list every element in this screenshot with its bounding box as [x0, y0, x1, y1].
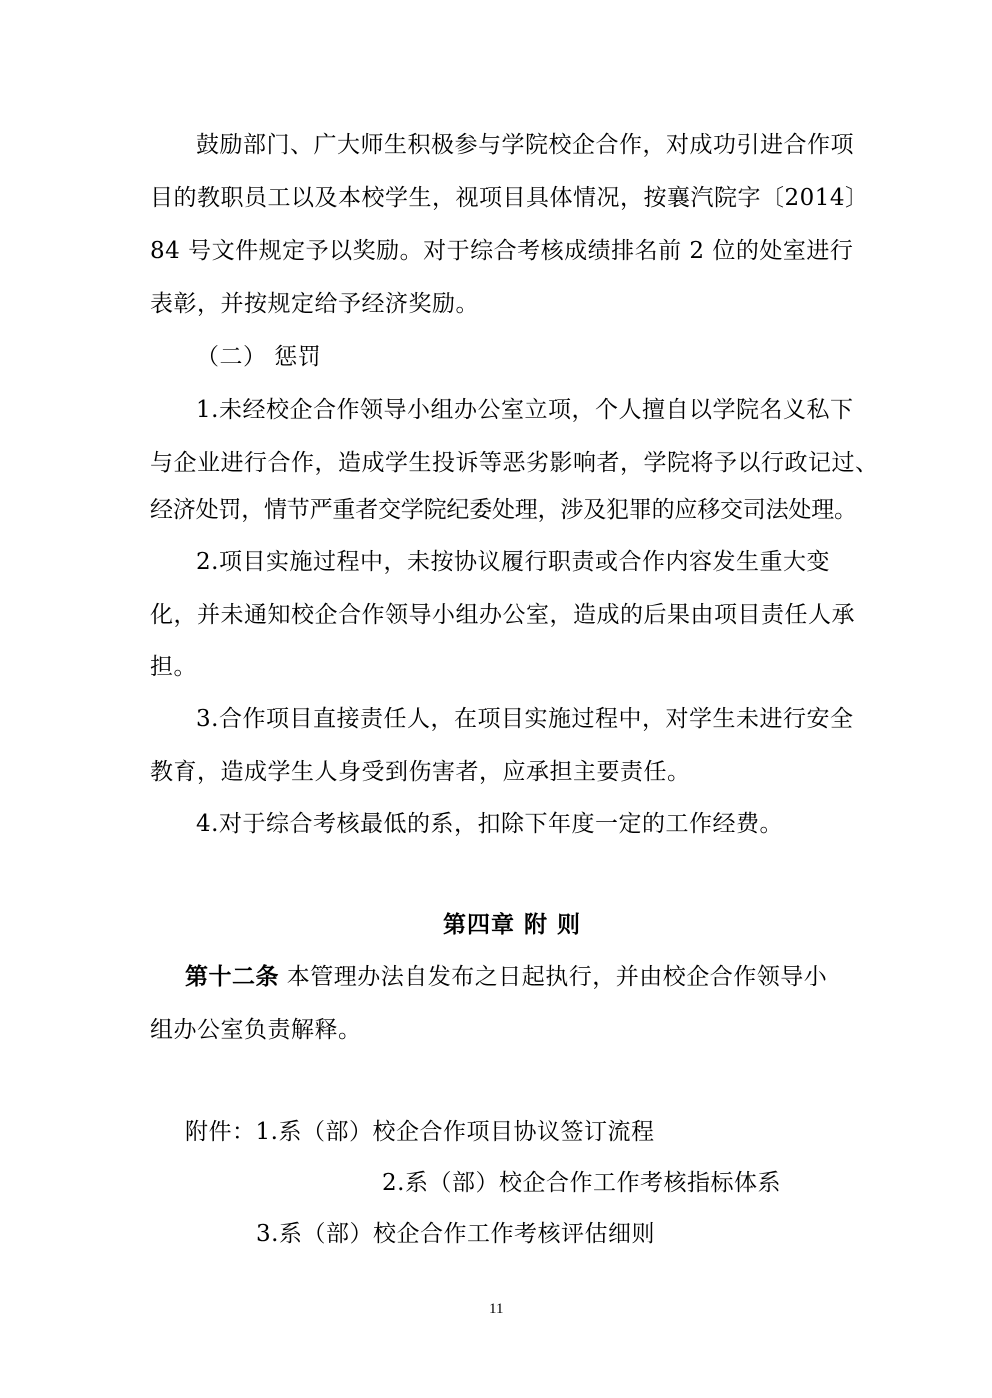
chapter-title: 第四章 附 则 [443, 912, 582, 938]
reward-line-3: 84 号文件规定予以奖励。对于综合考核成绩排名前 2 位的处室进行 [150, 238, 854, 264]
punishment-item2-line-2: 化，并未通知校企合作领导小组办公室，造成的后果由项目责任人承 [150, 602, 855, 628]
page-number: 11 [489, 1301, 504, 1317]
article12-line-2: 组办公室负责解释。 [150, 1017, 362, 1043]
attachment-3: 3.系（部）校企合作工作考核评估细则 [256, 1221, 655, 1247]
punishment-item4-line-1: 4.对于综合考核最低的系，扣除下年度一定的工作经费。 [196, 811, 783, 837]
punishment-item2-line-1: 2.项目实施过程中，未按协议履行职责或合作内容发生重大变 [196, 549, 830, 575]
reward-line-2: 目的教职员工以及本校学生，视项目具体情况，按襄汽院字〔2014〕 [150, 185, 869, 211]
article12-line-1 [185, 962, 827, 992]
punishment-heading: （二） 惩罚 [196, 344, 322, 370]
punishment-item1-line-2: 与企业进行合作，造成学生投诉等恶劣影响者，学院将予以行政记过、 [150, 450, 879, 476]
punishment-item3-line-2: 教育，造成学生人身受到伤害者，应承担主要责任。 [150, 759, 691, 785]
punishment-item2-line-3: 担。 [150, 654, 197, 680]
attachment-2: 2.系（部）校企合作工作考核指标体系 [382, 1170, 781, 1196]
attachment-1: 附件：1.系（部）校企合作项目协议签订流程 [185, 1119, 655, 1145]
reward-line-4: 表彰，并按规定给予经济奖励。 [150, 291, 479, 317]
punishment-item1-line-1: 1.未经校企合作领导小组办公室立项，个人擅自以学院名义私下 [196, 397, 854, 423]
article12-text: 本管理办法自发布之日起执行，并由校企合作领导小 [279, 964, 828, 990]
punishment-item1-line-3: 经济处罚，情节严重者交学院纪委处理，涉及犯罪的应移交司法处理。 [150, 497, 857, 523]
reward-line-1: 鼓励部门、广大师生积极参与学院校企合作，对成功引进合作项 [196, 132, 854, 158]
article12-label: 第十二条 [185, 964, 279, 990]
punishment-item3-line-1: 3.合作项目直接责任人，在项目实施过程中，对学生未进行安全 [196, 706, 854, 732]
